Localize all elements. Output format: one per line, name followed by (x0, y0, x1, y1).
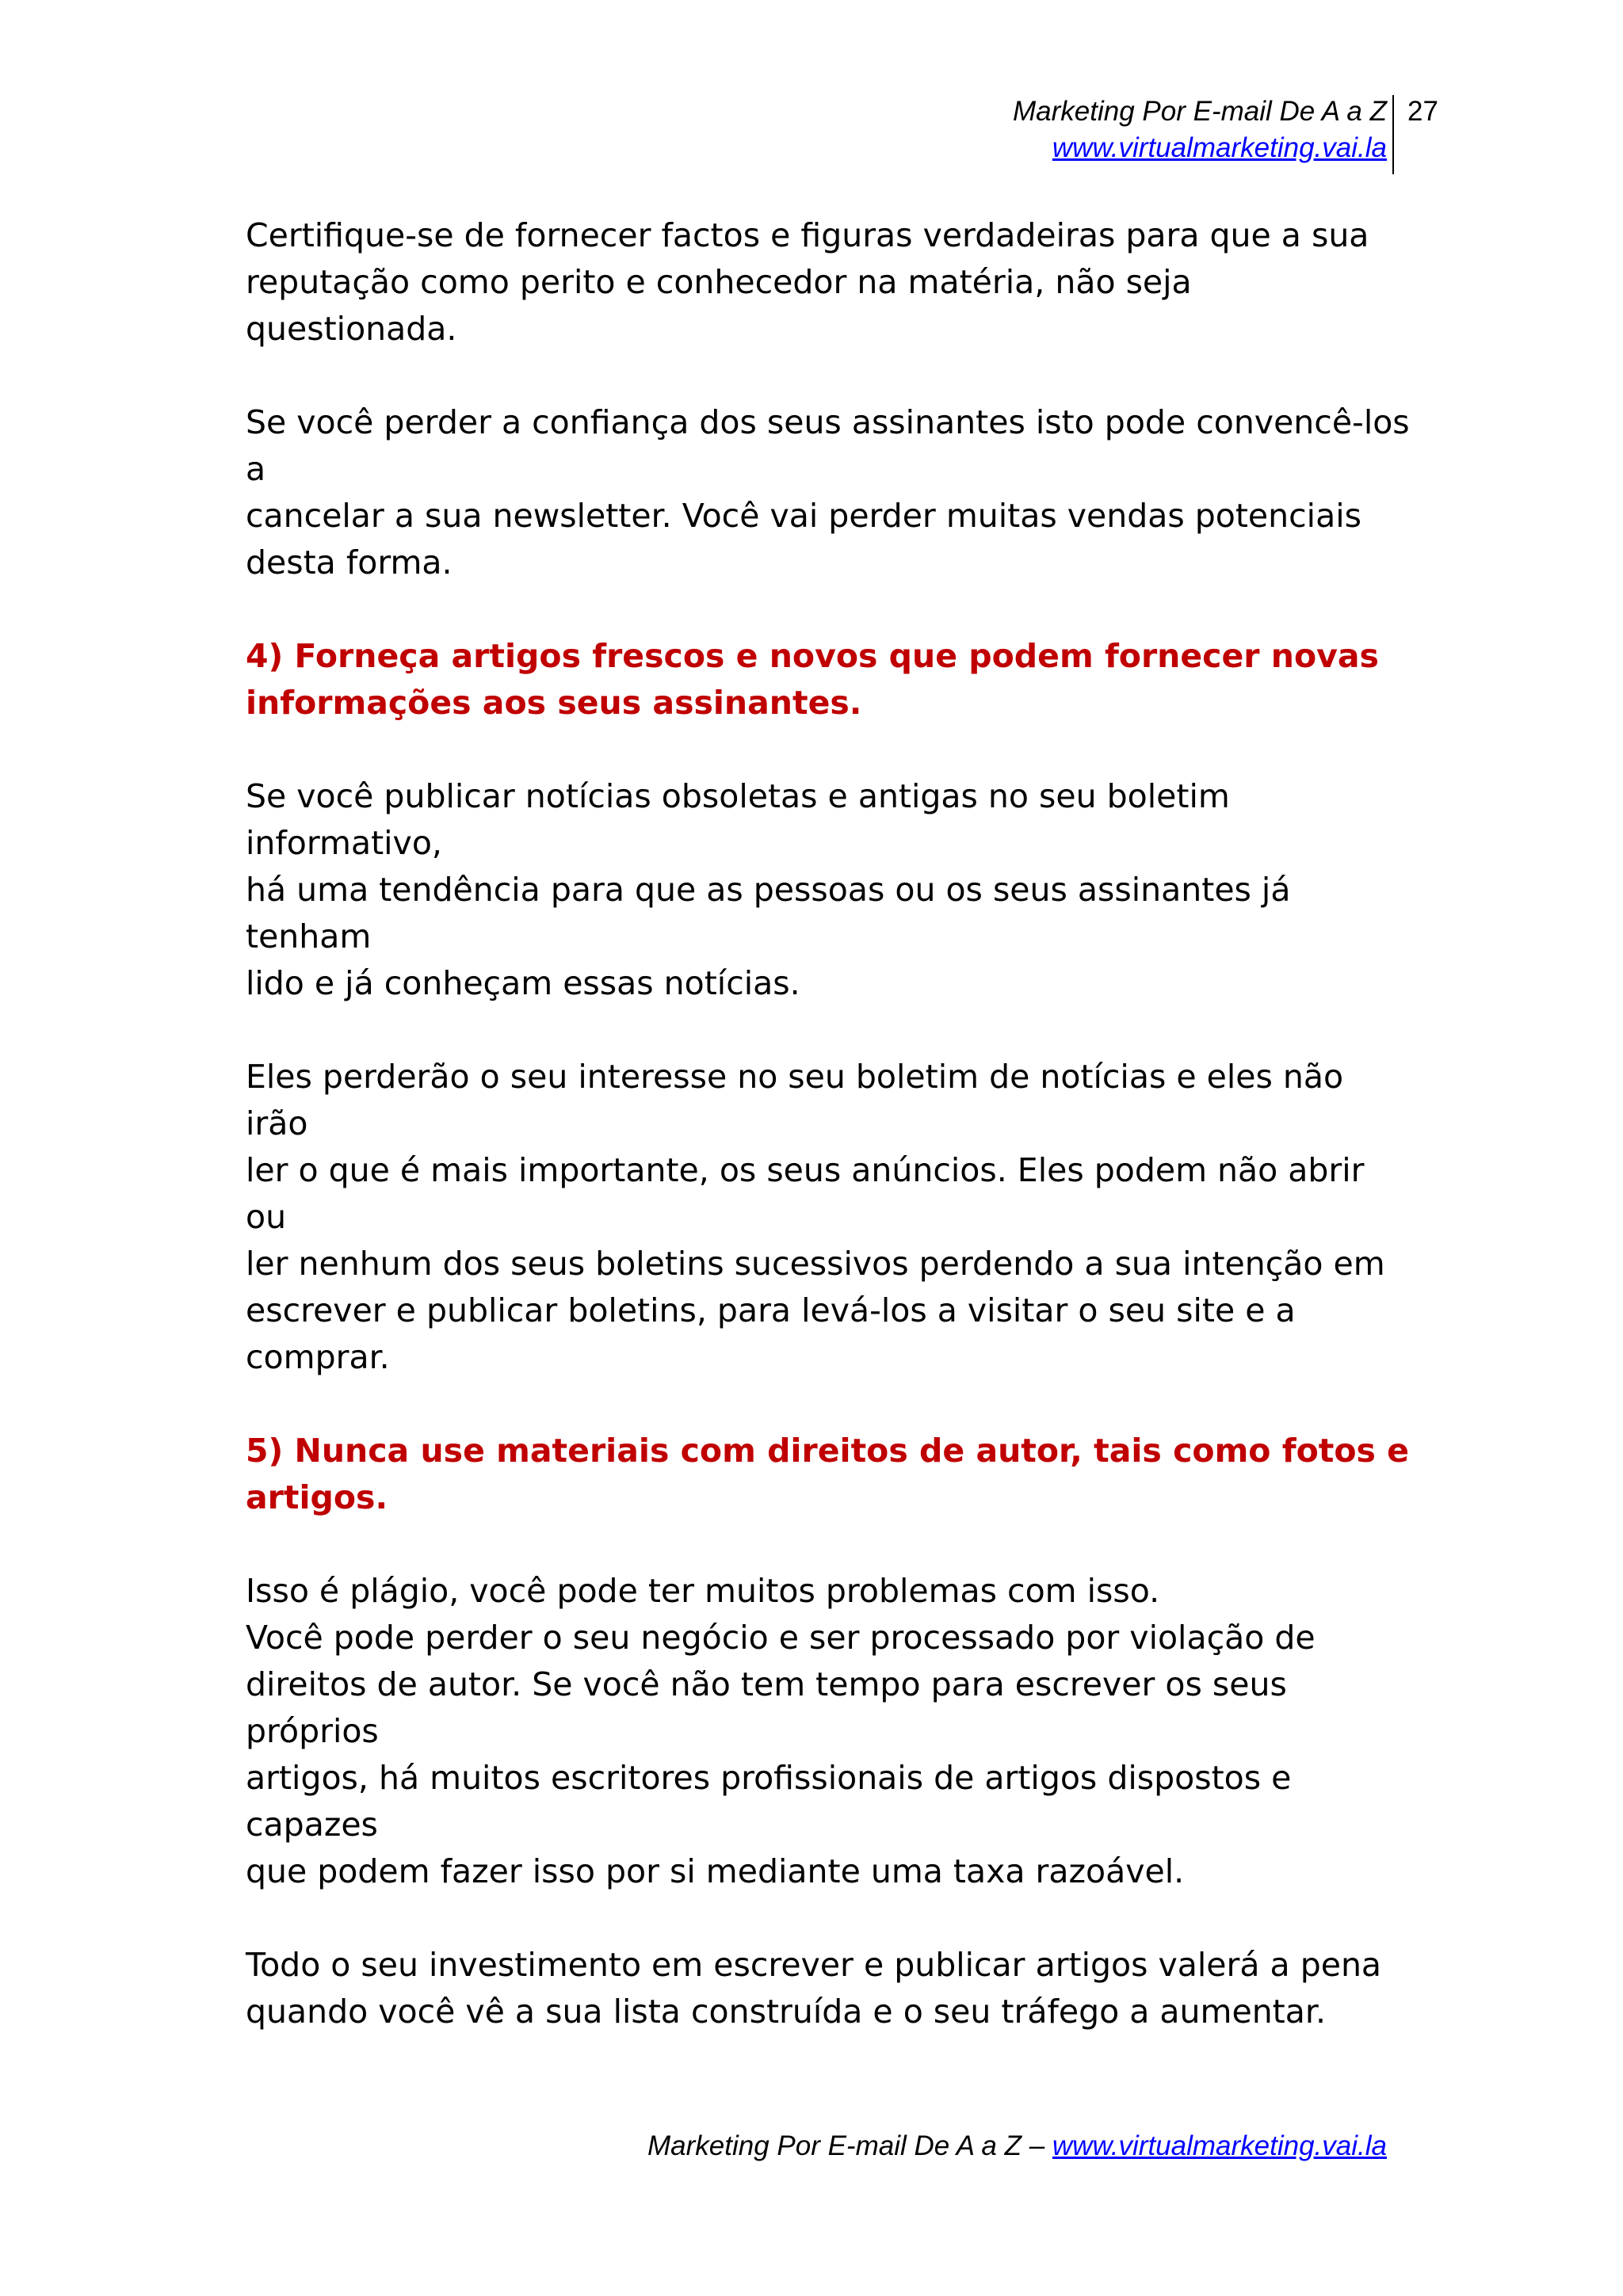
page-number: 27 (1407, 96, 1438, 127)
text-line: artigos, há muitos escritores profissionais de artigos dispostos e capazes (246, 1759, 1292, 1844)
footer-separator: – (1021, 2130, 1052, 2161)
section-heading-4 (246, 633, 1411, 727)
text-line: reputação como perito e conhecedor na matéria, não seja questionada. (246, 263, 1192, 348)
paragraph-5 (246, 1568, 1411, 1895)
heading-line: artigos. (246, 1478, 388, 1516)
text-line: Eles perderão o seu interesse no seu boletim de notícias e eles não irão (246, 1058, 1344, 1142)
text-line: ler o que é mais importante, os seus anúncios. Eles podem não abrir ou (246, 1151, 1365, 1236)
text-line: Se você publicar notícias obsoletas e antigas no seu boletim informativo, (246, 777, 1230, 862)
running-header (1013, 93, 1387, 166)
header-title: Marketing Por E-mail De A a Z (1013, 96, 1387, 127)
text-line: Isso é plágio, você pode ter muitos problemas com isso. (246, 1572, 1160, 1610)
text-line: comprar. (246, 1338, 390, 1376)
text-line: Você pode perder o seu negócio e ser processado por violação de (246, 1619, 1316, 1657)
header-url-link[interactable]: www.virtualmarketing.vai.la (1052, 132, 1387, 163)
paragraph-2 (246, 399, 1411, 586)
paragraph-1 (246, 212, 1411, 353)
text-line: lido e já conheçam essas notícias. (246, 964, 800, 1002)
heading-line: 4) Forneça artigos frescos e novos que podem fornecer novas (246, 637, 1379, 675)
text-line: que podem fazer isso por si mediante uma taxa razoável. (246, 1852, 1185, 1890)
heading-line: 5) Nunca use materiais com direitos de autor, tais como fotos e (246, 1432, 1409, 1470)
footer-title: Marketing Por E-mail De A a Z (647, 2130, 1022, 2161)
text-line: ler nenhum dos seus boletins sucessivos perdendo a sua intenção em (246, 1245, 1385, 1283)
text-line: escrever e publicar boletins, para levá-los a visitar o seu site e a (246, 1291, 1296, 1329)
header-divider (1392, 95, 1394, 174)
text-line: Se você perder a confiança dos seus assinantes isto pode convencê-los a (246, 403, 1410, 488)
text-line: quando você vê a sua lista construída e o seu tráfego a aumentar. (246, 1993, 1327, 2031)
running-footer (647, 2128, 1387, 2164)
text-line: há uma tendência para que as pessoas ou os seus assinantes já tenham (246, 871, 1291, 955)
paragraph-4 (246, 1054, 1411, 1381)
text-line: direitos de autor. Se você não tem tempo para escrever os seus próprios (246, 1665, 1287, 1750)
paragraph-3 (246, 773, 1411, 1007)
text-line: desta forma. (246, 543, 453, 582)
text-line: cancelar a sua newsletter. Você vai perder muitas vendas potenciais (246, 497, 1361, 535)
paragraph-6 (246, 1942, 1411, 2035)
text-line: Certifique-se de fornecer factos e figuras verdadeiras para que a sua (246, 216, 1369, 254)
section-heading-5 (246, 1428, 1411, 1521)
page-body (246, 212, 1411, 2082)
heading-line: informações aos seus assinantes. (246, 684, 862, 722)
footer-url-link[interactable]: www.virtualmarketing.vai.la (1052, 2130, 1387, 2161)
text-line: Todo o seu investimento em escrever e publicar artigos valerá a pena (246, 1946, 1382, 1984)
